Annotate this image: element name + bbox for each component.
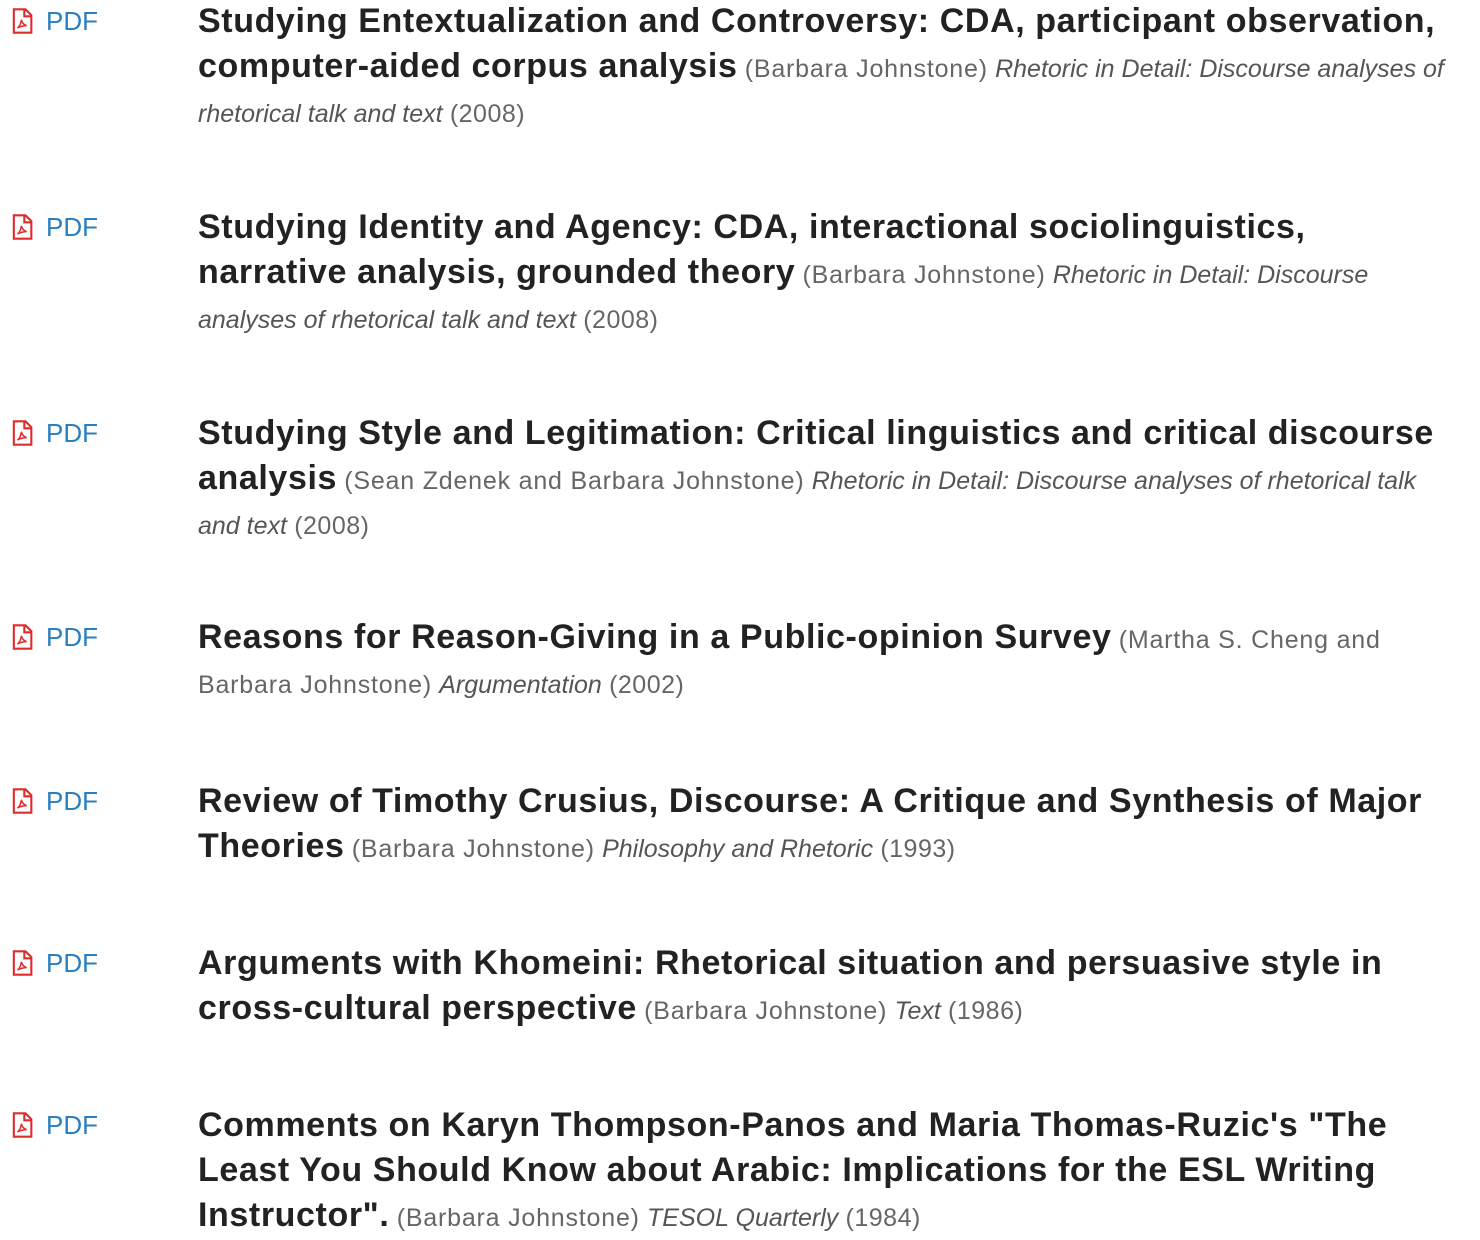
publication-year: (1984) <box>845 1204 921 1232</box>
publication-authors: (Sean Zdenek and Barbara Johnstone) <box>344 467 805 495</box>
publication-venue: Rhetoric in Detail: Discourse analyses of rhetorical talk and text <box>198 467 1417 540</box>
publication-year: (1993) <box>880 835 956 863</box>
pdf-link[interactable] <box>8 206 98 248</box>
pdf-icon <box>8 1111 36 1139</box>
citation <box>198 942 1463 1033</box>
pdf-link[interactable] <box>8 0 98 42</box>
publication-title[interactable]: Reasons for Reason-Giving in a Public-opinion Survey <box>198 618 1112 656</box>
publication-authors: (Martha S. Cheng and Barbara Johnstone) <box>198 626 1381 699</box>
publication-venue: Philosophy and Rhetoric <box>602 835 874 863</box>
pdf-label: PDF <box>46 622 98 652</box>
publication-venue: Rhetoric in Detail: Discourse analyses of rhetorical talk and text <box>198 261 1369 334</box>
publication-title[interactable]: Studying Style and Legitimation: Critical linguistics and critical discourse analysis <box>198 414 1434 497</box>
pdf-icon <box>8 949 36 977</box>
publication-authors: (Barbara Johnstone) <box>644 997 888 1025</box>
publication-title[interactable]: Arguments with Khomeini: Rhetorical situation and persuasive style in cross-cultural perspective <box>198 944 1383 1027</box>
publication-year: (2008) <box>294 512 370 540</box>
publication-year: (2002) <box>609 671 685 699</box>
pdf-link[interactable] <box>8 616 98 658</box>
publication-venue: Rhetoric in Detail: Discourse analyses of rhetorical talk and text <box>198 55 1444 128</box>
publication-venue: Text <box>894 997 941 1025</box>
publication-authors: (Barbara Johnstone) <box>744 55 988 83</box>
pdf-link[interactable] <box>8 942 98 984</box>
publication-year: (2008) <box>449 100 526 128</box>
publication-venue: TESOL Quarterly <box>647 1204 839 1232</box>
publication-year: (1986) <box>948 997 1024 1025</box>
pdf-icon <box>8 7 36 35</box>
publication-authors: (Barbara Johnstone) <box>396 1204 640 1232</box>
pdf-icon <box>8 787 36 815</box>
pdf-link[interactable] <box>8 780 98 822</box>
citation <box>198 1104 1463 1240</box>
citation <box>198 616 1463 707</box>
pdf-label: PDF <box>46 1110 98 1140</box>
citation <box>198 0 1463 136</box>
publication-title[interactable]: Studying Entextualization and Controversy: CDA, participant observation, computer-aided corpus analysis <box>198 2 1436 85</box>
pdf-label: PDF <box>46 786 98 816</box>
pdf-label: PDF <box>46 6 98 36</box>
publication-authors: (Barbara Johnstone) <box>351 835 595 863</box>
publication-title[interactable]: Comments on Karyn Thompson-Panos and Maria Thomas-Ruzic's "The Least You Should Know about Arabic: Implications for the ESL Writing Instructor". <box>198 1106 1388 1234</box>
pdf-label: PDF <box>46 948 98 978</box>
pdf-label: PDF <box>46 418 98 448</box>
publication-title[interactable]: Studying Identity and Agency: CDA, interactional sociolinguistics, narrative analysis, grounded theory <box>198 208 1306 291</box>
pdf-link[interactable] <box>8 1104 98 1146</box>
publication-year: (2008) <box>583 306 659 334</box>
publication-venue: Argumentation <box>439 671 602 699</box>
pdf-icon <box>8 623 36 651</box>
pdf-icon <box>8 213 36 241</box>
citation <box>198 206 1463 342</box>
publication-title[interactable]: Review of Timothy Crusius, Discourse: A Critique and Synthesis of Major Theories <box>198 782 1422 865</box>
pdf-label: PDF <box>46 212 98 242</box>
pdf-icon <box>8 419 36 447</box>
citation <box>198 780 1463 871</box>
citation <box>198 412 1463 548</box>
pdf-link[interactable] <box>8 412 98 454</box>
publication-authors: (Barbara Johnstone) <box>802 261 1046 289</box>
